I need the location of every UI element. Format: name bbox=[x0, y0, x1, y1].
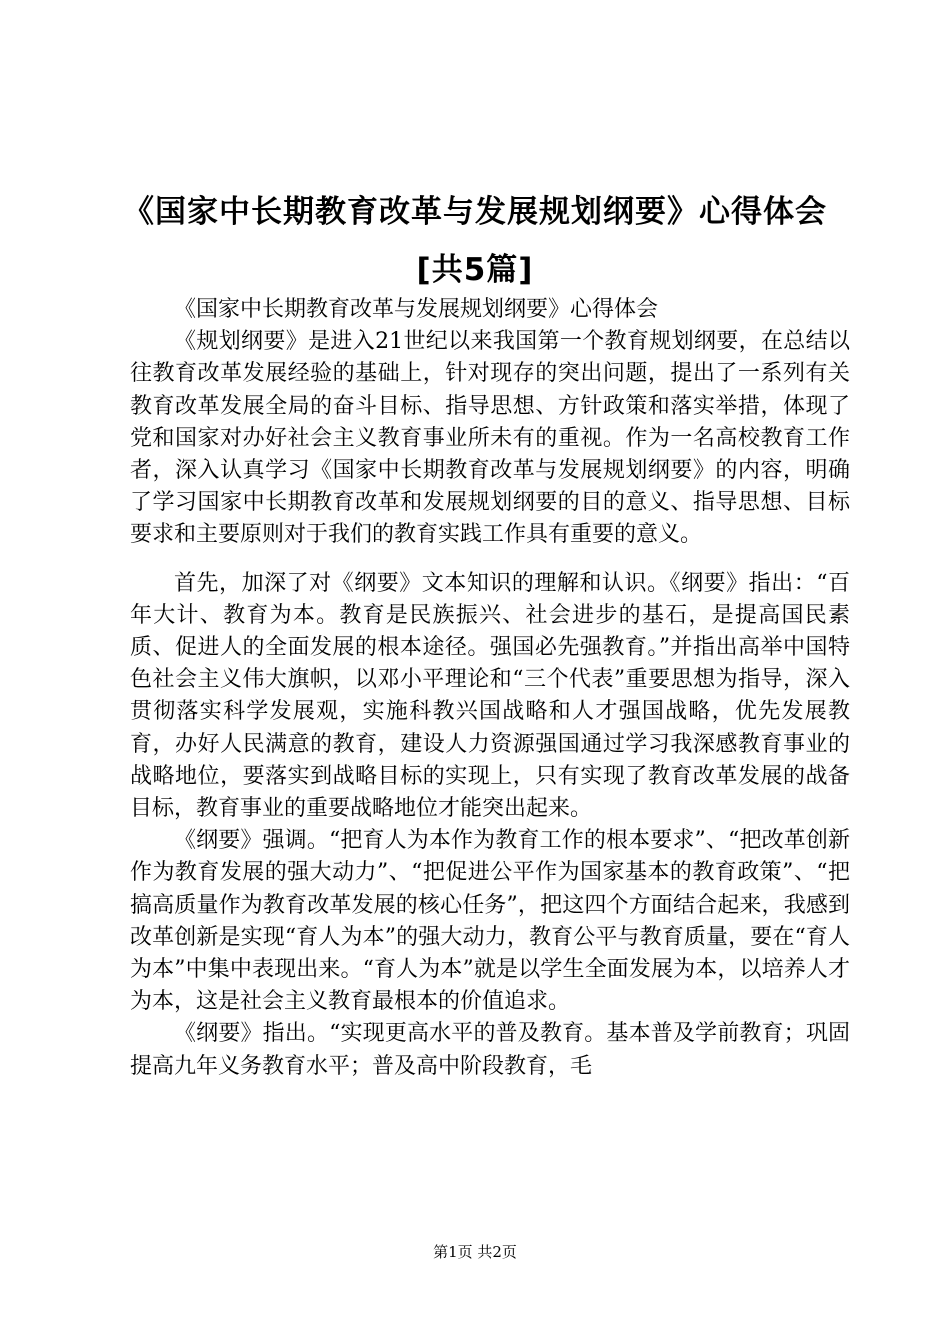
page-number-footer: 第1页 共2页 bbox=[433, 1243, 517, 1261]
paragraph-emphasis: 《纲要》强调。“把育人为本作为教育工作的根本要求”、“把改革创新作为教育发展的强大动力”、“把促进公平作为国家基本的教育政策”、“把搞高质量作为教育改革发展的核心任务”，把这四个方面结合起来，我感到改革创新是实现“育人为本”的强大动力，教育公平与教育质量，要在“育人为本”中集中表现出来。“育人为本”就是以学生全面发展为本，以培养人才为本，这是社会主义教育最根本的价值追求。 bbox=[130, 828, 850, 1015]
paragraph-first: 首先，加深了对《纲要》文本知识的理解和认识。《纲要》指出：“百年大计、教育为本。教育是民族振兴、社会进步的基石，是提高国民素质、促进人的全面发展的根本途径。强国必先强教育。”并指出高举中国特色社会主义伟大旗帜，以邓小平理论和“三个代表”重要思想为指导，深入贯彻落实科学发展观，实施科教兴国战略和人才强国战略，优先发展教育，办好人民满意的教育，建设人力资源强国通过学习我深感教育事业的战略地位，要落实到战略目标的实现上，只有实现了教育改革发展的战备目标，教育事业的重要战略地位才能突出起来。 bbox=[130, 570, 850, 822]
document-title: 《国家中长期教育改革与发展规划纲要》心得体会[共5篇] bbox=[123, 194, 827, 288]
paragraph-subtitle: 《国家中长期教育改革与发展规划纲要》心得体会 bbox=[174, 297, 659, 322]
paragraph-goals: 《纲要》指出。“实现更高水平的普及教育。基本普及学前教育；巩固提高九年义务教育水平；普及高中阶段教育，毛 bbox=[130, 1021, 850, 1079]
document-body bbox=[130, 294, 850, 1083]
paragraph-intro: 《规划纲要》是进入21世纪以来我国第一个教育规划纲要，在总结以往教育改革发展经验的基础上，针对现存的突出问题，提出了一系列有关教育改革发展全局的奋斗目标、指导思想、方针政策和落实举措，体现了党和国家对办好社会主义教育事业所未有的重视。作为一名高校教育工作者，深入认真学习《国家中长期教育改革与发展规划纲要》的内容，明确了学习国家中长期教育改革和发展规划纲要的目的意义、指导思想、目标要求和主要原则对于我们的教育实践工作具有重要的意义。 bbox=[130, 329, 850, 548]
